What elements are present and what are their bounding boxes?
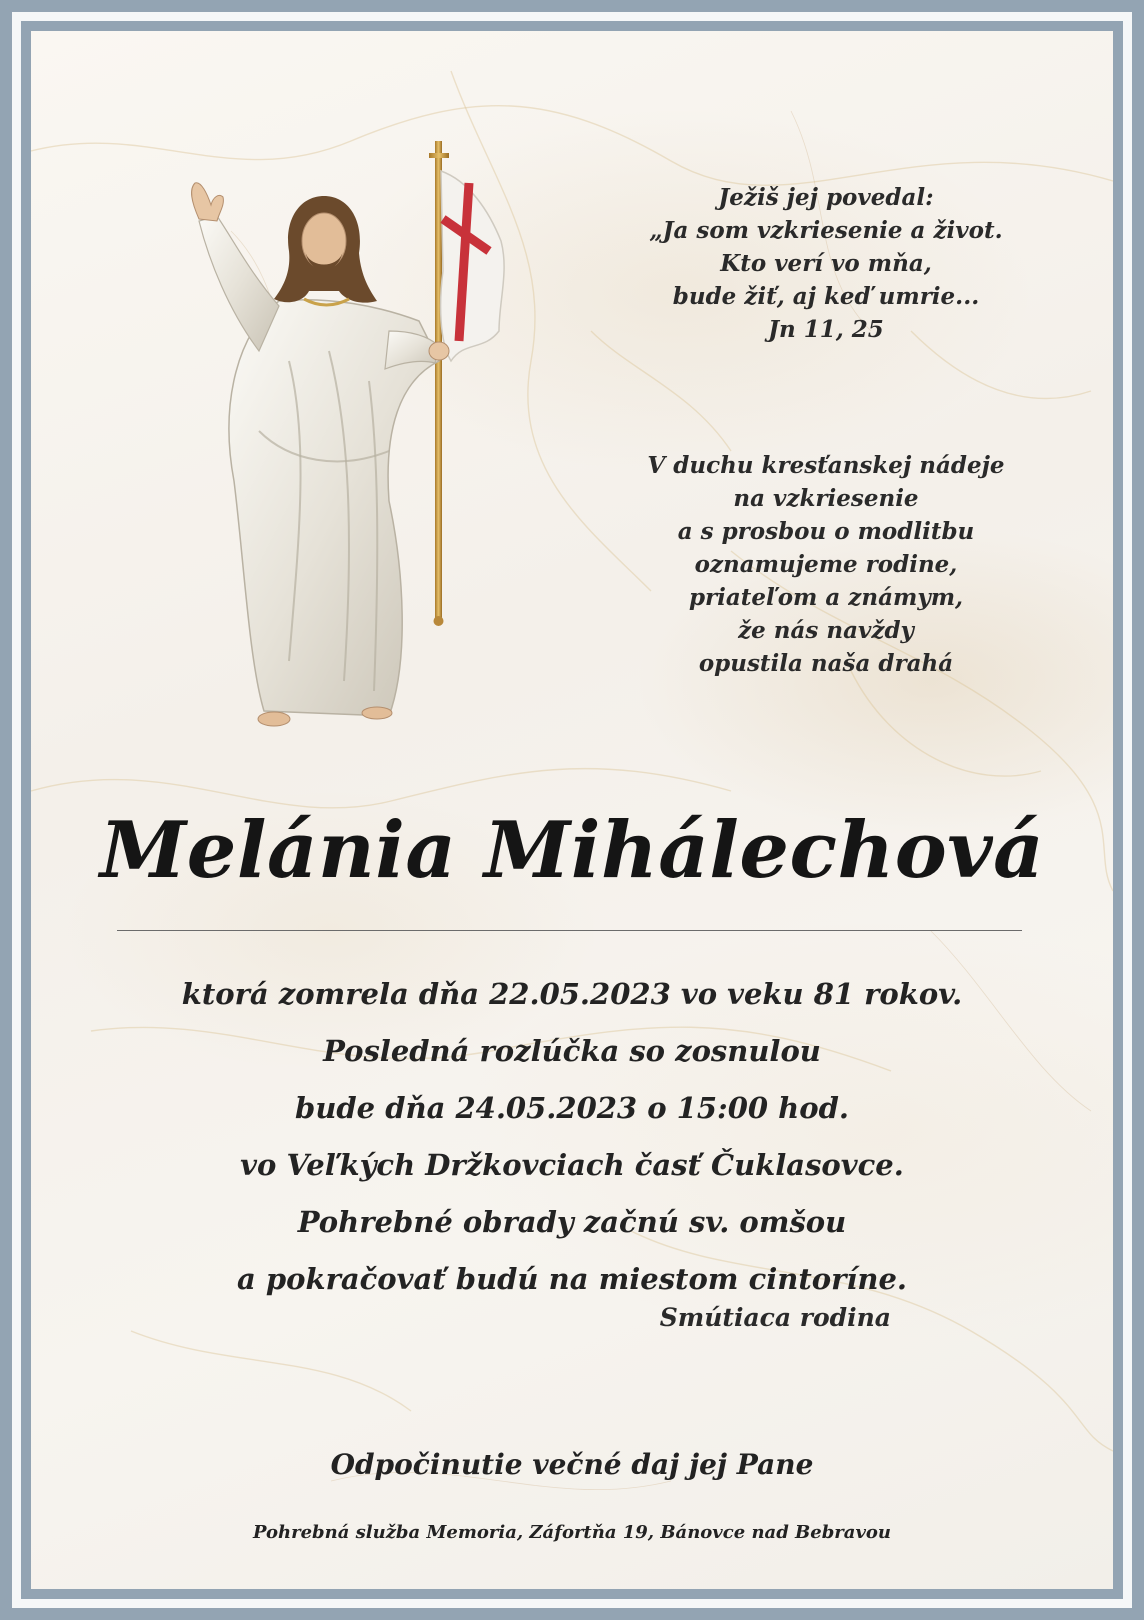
announcement-text (591, 449, 1061, 680)
deceased-name: Melánia Mihálechová (99, 805, 1045, 896)
announcement-line: oznamujeme rodine, (694, 551, 958, 578)
verse-line: Ježiš jej povedal: (718, 184, 934, 211)
name-divider (117, 930, 1022, 931)
risen-christ-icon (139, 101, 519, 761)
funeral-service-footer: Pohrebná služba Memoria, Záfortňa 19, Bánovce nad Bebravou (252, 1522, 892, 1543)
announcement-line: na vzkriesenie (733, 485, 919, 512)
announcement-line: V duchu kresťanskej nádeje (647, 452, 1005, 479)
details-line: a pokračovať budú na miestom cintoríne. (236, 1262, 908, 1296)
announcement-line: že nás navždy (738, 617, 914, 644)
verse-line: „Ja som vzkriesenie a život. (649, 217, 1003, 244)
obituary-card (31, 31, 1113, 1589)
funeral-details (31, 966, 1113, 1308)
details-line: Pohrebné obrady začnú sv. omšou (297, 1205, 847, 1239)
family-signature: Smútiaca rodina (659, 1303, 891, 1332)
announcement-line: priateľom a známym, (688, 584, 964, 611)
verse-line: Kto verí vo mňa, (720, 250, 932, 277)
details-line: bude dňa 24.05.2023 o 15:00 hod. (295, 1091, 849, 1125)
details-line: ktorá zomrela dňa 22.05.2023 vo veku 81 rokov. (181, 977, 963, 1011)
closing-prayer: Odpočinutie večné daj jej Pane (330, 1448, 814, 1481)
details-line: vo Veľkých Držkovciach časť Čuklasovce. (240, 1148, 904, 1182)
verse-reference: Jn 11, 25 (768, 316, 884, 343)
verse-line: bude žiť, aj keď umrie... (672, 283, 980, 310)
announcement-line: a s prosbou o modlitbu (677, 518, 975, 545)
announcement-line: opustila naša drahá (698, 650, 954, 677)
details-line: Posledná rozlúčka so zosnulou (323, 1034, 821, 1068)
bible-verse (591, 181, 1061, 346)
